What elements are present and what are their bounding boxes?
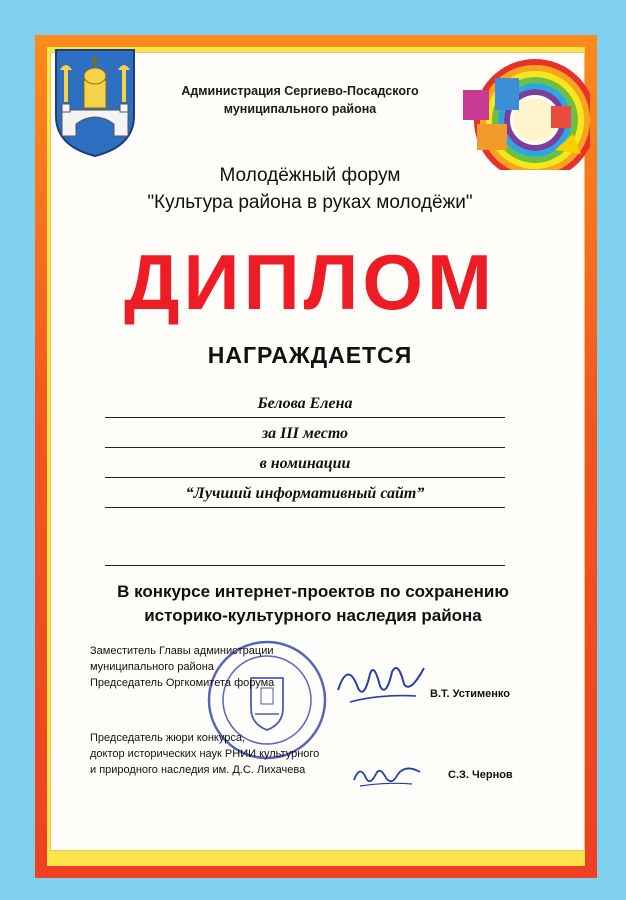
nomination-intro: в номинации xyxy=(105,453,505,478)
sig2-line-3: и природного наследия им. Д.С. Лихачева xyxy=(90,764,306,776)
sig1-line-1: Заместитель Главы администрации xyxy=(90,645,274,657)
forum-line-1: Молодёжный форум xyxy=(219,165,401,186)
admin-line-2: муниципального района xyxy=(223,102,377,116)
awarded-heading: НАГРАЖДАЕТСЯ xyxy=(207,342,413,368)
rainbow-logo-icon xyxy=(455,50,590,170)
contest-description xyxy=(60,580,566,628)
sig2-line-1: Председатель жюри конкурса, xyxy=(90,732,246,744)
blank-line xyxy=(105,541,505,566)
sig1-line-2: муниципального района xyxy=(90,661,214,673)
admin-line-1: Администрация Сергиево-Посадского xyxy=(181,84,419,98)
sig2-line-2: доктор исторических наук РНИИ культурного xyxy=(90,748,320,760)
contest-line-2: историко-культурного наследия района xyxy=(144,606,482,625)
signature-block-second xyxy=(90,730,319,778)
forum-line-2: "Культура района в руках молодёжи" xyxy=(147,192,473,213)
signature-chernov-icon xyxy=(350,760,425,790)
administration-header xyxy=(150,82,450,118)
signatory-name-first: В.Т. Устименко xyxy=(430,688,510,700)
signature-block-first xyxy=(90,643,274,691)
signature-ustimenko-icon xyxy=(330,650,430,710)
coat-of-arms-icon xyxy=(52,46,138,158)
diploma-title: ДИПЛОМ xyxy=(123,238,497,326)
sig1-line-3: Председатель Оргкомитета форума xyxy=(90,677,275,689)
award-place: за III место xyxy=(105,423,505,448)
recipient-name: Белова Елена xyxy=(105,393,505,418)
nomination-title: “Лучший информативный сайт” xyxy=(105,483,505,508)
forum-title xyxy=(60,162,560,216)
signatory-name-second: С.З. Чернов xyxy=(448,769,513,781)
contest-line-1: В конкурсе интернет-проектов по сохранению xyxy=(117,582,509,601)
